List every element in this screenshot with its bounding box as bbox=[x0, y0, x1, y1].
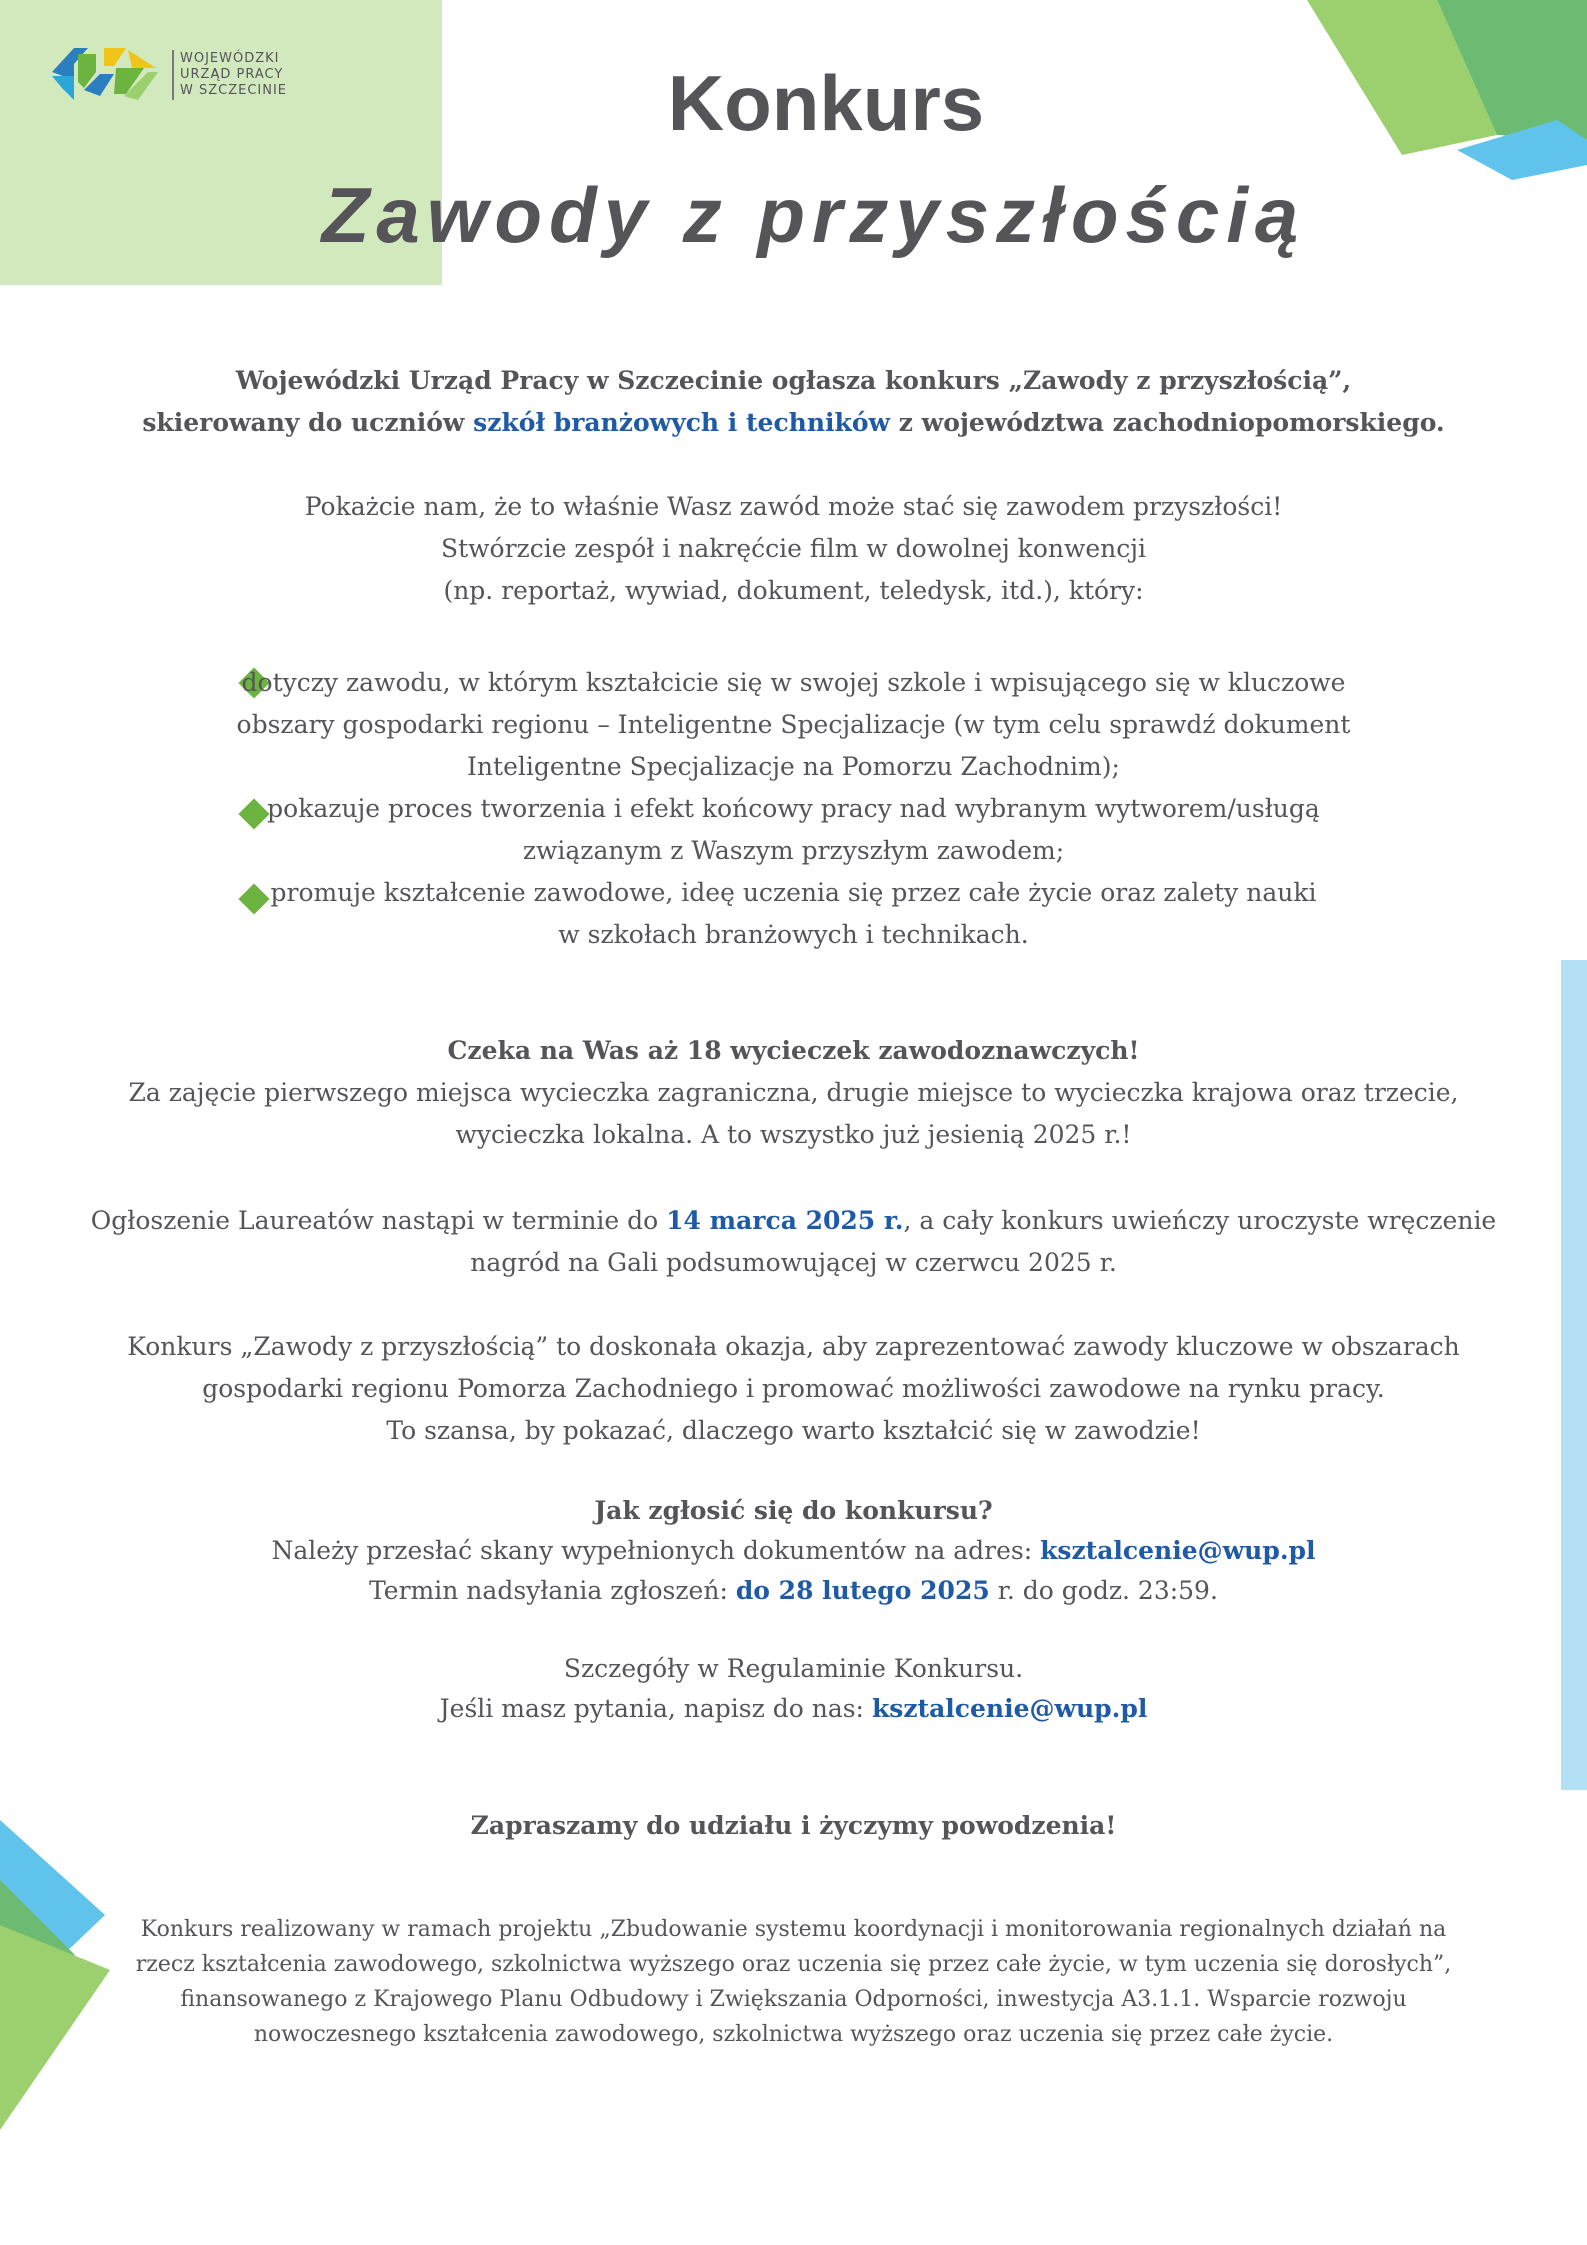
apply-deadline: do 28 lutego 2025 bbox=[735, 1576, 990, 1605]
details-line2-pre: Jeśli masz pytania, napisz do nas: bbox=[439, 1694, 872, 1723]
about-line3: To szansa, by pokazać, dlaczego warto kształcić się w zawodzie! bbox=[386, 1416, 1201, 1445]
apply-line2-pre: Termin nadsyłania zgłoszeń: bbox=[369, 1576, 736, 1605]
intro-line1: Wojewódzki Urząd Pracy w Szczecinie ogłasza konkurs „Zawody z przyszłością”, bbox=[235, 366, 1352, 395]
details-line2 bbox=[0, 1688, 1587, 1730]
footer-line2: rzecz kształcenia zawodowego, szkolnictwa wyższego oraz uczenia się przez całe życie, w tym uczenia się dorosłych”, bbox=[135, 1952, 1452, 1977]
bullet3-line2: w szkołach branżowych i technikach. bbox=[558, 920, 1029, 949]
title-zawody-z-przyszloscia: Zawody z przyszłością bbox=[321, 171, 1306, 259]
logo-text-line1: WOJEWÓDZKI bbox=[180, 51, 280, 66]
title-konkurs: Konkurs bbox=[667, 59, 985, 147]
details-email-link[interactable]: ksztalcenie@wup.pl bbox=[871, 1694, 1148, 1723]
announcement-line1 bbox=[0, 1200, 1587, 1242]
bullet2-line1: pokazuje proces tworzenia i efekt końcowy pracy nad wybranym wytworem/usługą bbox=[267, 794, 1320, 823]
logo-text-line2: URZĄD PRACY bbox=[180, 67, 284, 82]
apply-line1 bbox=[0, 1530, 1587, 1572]
prizes-line1: Za zajęcie pierwszego miejsca wycieczka zagraniczna, drugie miejsce to wycieczka krajowa oraz trzecie, bbox=[128, 1078, 1459, 1107]
announcement-pre: Ogłoszenie Laureatów nastąpi w terminie do bbox=[90, 1206, 667, 1235]
logo-text-line3: W SZCZECINIE bbox=[180, 83, 288, 98]
apply-heading: Jak zgłosić się do konkursu? bbox=[594, 1496, 993, 1525]
task-line3: (np. reportaż, wywiad, dokument, teledysk, itd.), który: bbox=[443, 576, 1144, 605]
footer-line3: finansowanego z Krajowego Planu Odbudowy i Zwiększania Odporności, inwestycja A3.1.1. Wsparcie rozwoju bbox=[180, 1987, 1407, 2012]
prizes-heading: Czeka na Was aż 18 wycieczek zawodoznawczych! bbox=[447, 1036, 1140, 1065]
apply-line2-post: r. do godz. 23:59. bbox=[989, 1576, 1218, 1605]
intro-highlight-schools: szkół branżowych i techników bbox=[473, 408, 891, 437]
bullet1-line1: dotyczy zawodu, w którym kształcicie się w swojej szkole i wpisującego się w kluczowe bbox=[241, 668, 1346, 697]
footer-line4: nowoczesnego kształcenia zawodowego, szkolnictwa wyższego oraz uczenia się przez całe życie. bbox=[253, 2022, 1334, 2047]
task-line1: Pokażcie nam, że to właśnie Wasz zawód może stać się zawodem przyszłości! bbox=[304, 492, 1283, 521]
announcement-line2: nagród na Gali podsumowującej w czerwcu 2025 r. bbox=[470, 1248, 1117, 1277]
about-line2: gospodarki regionu Pomorza Zachodniego i promować możliwości zawodowe na rynku pracy. bbox=[202, 1374, 1385, 1403]
prizes-line2: wycieczka lokalna. A to wszystko już jesienią 2025 r.! bbox=[455, 1120, 1132, 1149]
intro-line2-post: z województwa zachodniopomorskiego. bbox=[890, 408, 1445, 437]
bullet3-line1: promuje kształcenie zawodowe, ideę uczenia się przez całe życie oraz zalety nauki bbox=[270, 878, 1317, 907]
bullet1-line3: Inteligentne Specjalizacje na Pomorzu Zachodnim); bbox=[467, 752, 1120, 781]
task-line2: Stwórzcie zespół i nakręćcie film w dowolnej konwencji bbox=[440, 534, 1147, 563]
details-line1: Szczegóły w Regulaminie Konkursu. bbox=[563, 1654, 1024, 1683]
announcement-date: 14 marca 2025 r. bbox=[666, 1206, 904, 1235]
apply-email-link[interactable]: ksztalcenie@wup.pl bbox=[1040, 1536, 1316, 1565]
footer-line1: Konkurs realizowany w ramach projektu „Zbudowanie systemu koordynacji i monitorowania regionalnych działań na bbox=[140, 1917, 1447, 1942]
bullet1-line2: obszary gospodarki regionu – Inteligentne Specjalizacje (w tym celu sprawdź dokument bbox=[236, 710, 1351, 739]
intro-line2 bbox=[0, 402, 1587, 444]
apply-line1-pre: Należy przesłać skany wypełnionych dokumentów na adres: bbox=[271, 1536, 1041, 1565]
bullet2-line2: związanym z Waszym przyszłym zawodem; bbox=[522, 836, 1065, 865]
apply-line2 bbox=[0, 1570, 1587, 1612]
about-line1: Konkurs „Zawody z przyszłością” to doskonała okazja, aby zaprezentować zawody kluczowe w obszarach bbox=[127, 1332, 1460, 1361]
invite-text: Zapraszamy do udziału i życzymy powodzenia! bbox=[470, 1811, 1117, 1840]
intro-line2-pre: skierowany do uczniów bbox=[142, 408, 474, 437]
announcement-post: , a cały konkurs uwieńczy uroczyste wręczenie bbox=[903, 1206, 1497, 1235]
